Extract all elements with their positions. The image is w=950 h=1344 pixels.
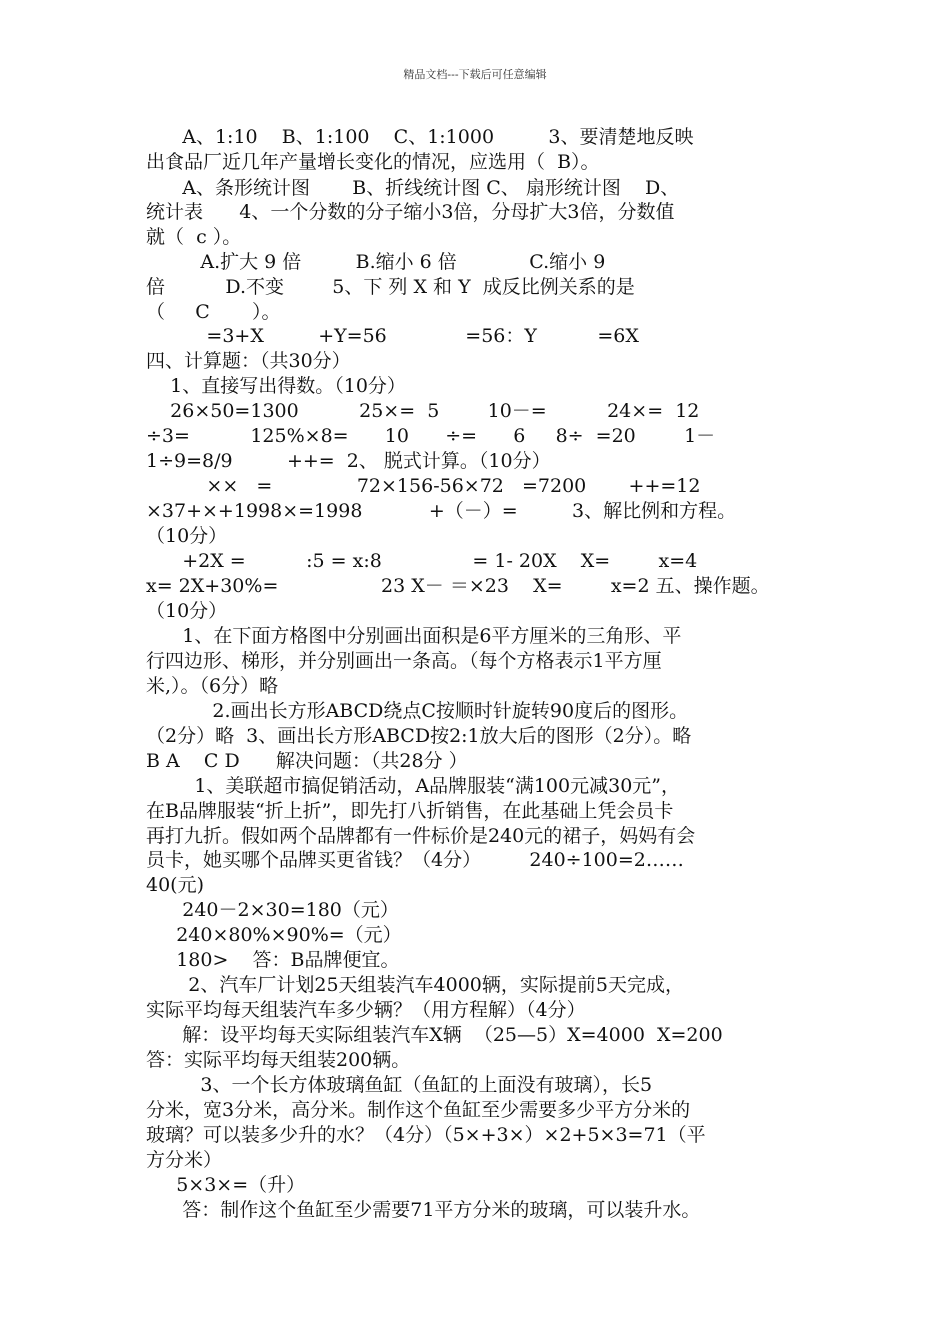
text-line: （2分）略 3、画出长方形ABCD按2:1放大后的图形（2分）。略 xyxy=(146,725,692,747)
text-line: 180> 答：B品牌便宜。 xyxy=(146,949,400,971)
text-line: 分米，宽3分米，高分米。制作这个鱼缸至少需要多少平方分米的 xyxy=(146,1099,691,1121)
text-line: （ C ）。 xyxy=(146,301,281,323)
text-line: 统计表 4、一个分数的分子缩小3倍，分母扩大3倍，分数值 xyxy=(146,201,675,223)
text-line: 在B品牌服装“折上折”，即先打八折销售，在此基础上凭会员卡 xyxy=(146,800,674,822)
text-line: 出食品厂近几年产量增长变化的情况，应选用（ B）。 xyxy=(146,151,600,173)
text-line: 玻璃？可以装多少升的水？（4分）（5×+3×）×2+5×3=71（平 xyxy=(146,1124,706,1146)
text-line: 1、直接写出得数。（10分） xyxy=(146,375,406,397)
text-line: 26×50=1300 25×= 5 10－= 24×= 12 xyxy=(146,400,700,422)
text-line: 240×80%×90%=（元） xyxy=(146,924,402,946)
text-line: 3、一个长方体玻璃鱼缸（鱼缸的上面没有玻璃），长5 xyxy=(146,1074,653,1096)
text-line: 解：设平均每天实际组装汽车X辆 （25—5）X=4000 X=200 xyxy=(146,1024,723,1046)
text-line: 倍 D.不变 5、下 列 X 和 Y 成反比例关系的是 xyxy=(146,276,635,298)
text-line: 方分米） xyxy=(146,1149,223,1171)
text-line: 就（ c ）。 xyxy=(146,226,242,248)
text-line: +2X = :5 = x:8 = 1- 20X X= x=4 xyxy=(146,550,698,572)
text-line: 1、美联超市搞促销活动，A品牌服装“满100元减30元”， xyxy=(146,775,680,797)
text-line: 2.画出长方形ABCD绕点C按顺时针旋转90度后的图形。 xyxy=(146,700,689,722)
text-line: 1、在下面方格图中分别画出面积是6平方厘米的三角形、平 xyxy=(146,625,682,647)
page-header: 精品文档---下载后可任意编辑 xyxy=(403,68,547,81)
text-line: 员卡，她买哪个品牌买更省钱？（4分） 240÷100=2…… xyxy=(146,849,684,871)
text-line: 行四边形、梯形，并分别画出一条高。（每个方格表示1平方厘 xyxy=(146,650,662,672)
text-line: 实际平均每天组装汽车多少辆？（用方程解）（4分） xyxy=(146,999,586,1021)
text-line: 答：实际平均每天组装200辆。 xyxy=(146,1049,411,1071)
text-line: ×× = 72×156-56×72 =7200 ++=12 xyxy=(146,475,701,497)
text-line: 再打九折。假如两个品牌都有一件标价是240元的裙子，妈妈有会 xyxy=(146,825,696,847)
text-line: 2、汽车厂计划25天组装汽车4000辆，实际提前5天完成， xyxy=(146,974,684,996)
text-line: 40(元) xyxy=(146,874,205,896)
text-line: 5×3×=（升） xyxy=(146,1174,306,1196)
text-line: ×37+×+1998×=1998 +（－）= 3、解比例和方程。 xyxy=(146,500,737,522)
text-line: 240－2×30=180（元） xyxy=(146,899,399,921)
text-line: （10分） xyxy=(146,600,228,622)
text-line: A、1:10 B、1:100 C、1:1000 3、要清楚地反映 xyxy=(146,126,694,148)
text-line: ÷3= 125%×8= 10 ÷= 6 8÷ =20 1－ xyxy=(146,425,716,447)
text-line: 答：制作这个鱼缸至少需要71平方分米的玻璃，可以装升水。 xyxy=(146,1199,701,1221)
text-line: （10分） xyxy=(146,525,228,547)
text-line: A.扩大 9 倍 B.缩小 6 倍 C.缩小 9 xyxy=(146,251,606,273)
text-line: 米,）。（6分）略 xyxy=(146,675,279,697)
text-line: 四、计算题：（共30分） xyxy=(146,350,351,372)
text-line: 1÷9=8/9 ++= 2、 脱式计算。（10分） xyxy=(146,450,551,472)
text-line: x= 2X+30%= 23 X－ ＝×23 X= x=2 五、操作题。 xyxy=(146,575,770,597)
text-line: =3+X +Y=56 =56：Y =6X xyxy=(146,325,639,347)
text-line: B A C D 解决问题：（共28分 ） xyxy=(146,750,468,772)
text-line: A、条形统计图 B、折线统计图 C、 扇形统计图 D、 xyxy=(146,177,680,199)
